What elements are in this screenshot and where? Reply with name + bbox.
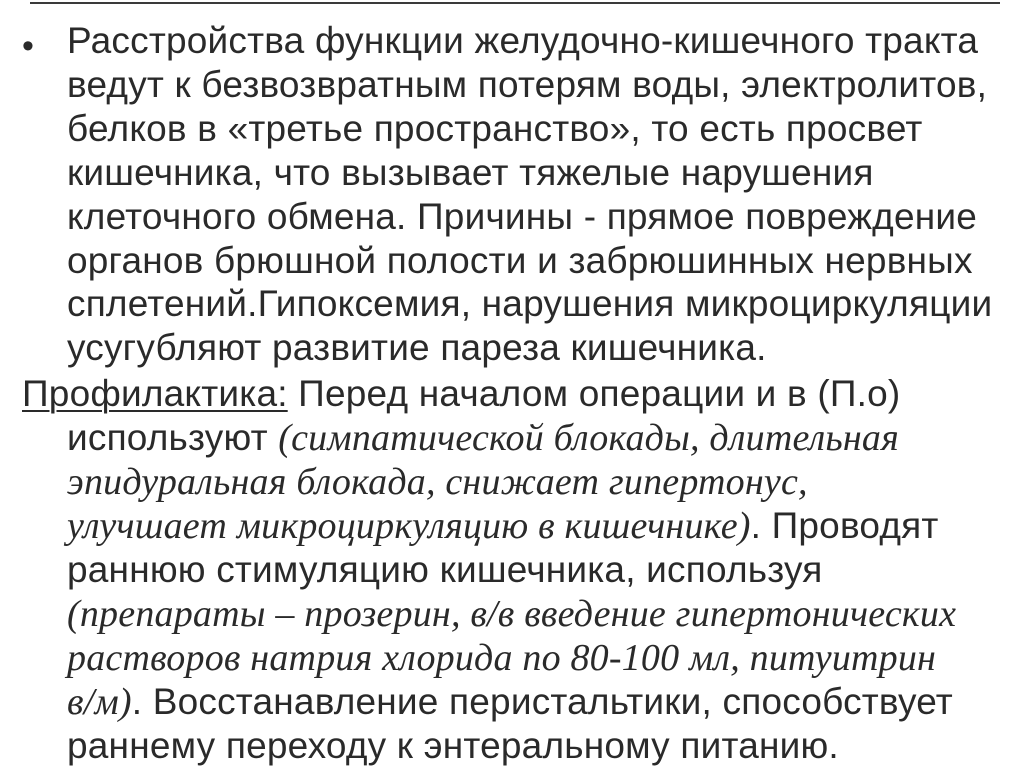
paragraph2-line-3-italic: эпидуральная блокада, снижает гипертонус,: [67, 461, 808, 503]
paragraph2-line-2-italic: (симпатической блокады, длительная: [278, 417, 899, 459]
paragraph2-line-2-text: используют: [67, 417, 279, 458]
paragraph2-line-9: раннему переходу к энтеральному питанию.: [67, 725, 839, 766]
paragraph1-line-5: клеточного обмена. Причины - прямое повреждение: [67, 196, 978, 237]
paragraph1-line-8: усугубляют развитие пареза кишечника.: [67, 327, 767, 368]
paragraph1-line-6: органов брюшной полости и забрюшинных нервных: [67, 240, 973, 281]
paragraph2-line-6: [67, 592, 956, 636]
paragraph2-line-8-italic: в/м): [67, 681, 132, 723]
paragraph2-line-4-italic: улучшает микроциркуляцию в кишечнике): [67, 505, 751, 547]
paragraph1-line-1: Расстройства функции желудочно-кишечного тракта: [67, 20, 979, 61]
paragraph1-line-2: ведут к безвозвратным потерям воды, электролитов,: [67, 64, 988, 105]
paragraph2-line-1-text: Перед началом операции и в (П.о): [287, 373, 901, 414]
paragraph2-line-7-italic: растворов натрия хлорида по 80-100 мл, питуитрин: [67, 637, 937, 679]
prophylaxis-heading: Профилактика:: [22, 373, 288, 414]
paragraph2-line-2: [67, 416, 899, 460]
bullet-point: •: [22, 27, 34, 65]
paragraph2-line-8: [67, 680, 953, 724]
paragraph1-line-7: сплетений.Гипоксемия, нарушения микроциркуляции: [67, 283, 993, 324]
paragraph2-line-1: [22, 372, 900, 416]
paragraph2-line-8-text: . Восстанавление перистальтики, способствует: [131, 681, 953, 722]
paragraph2-line-3: [67, 460, 808, 504]
top-divider-line: [30, 2, 1000, 4]
paragraph2-line-5: раннюю стимуляцию кишечника, используя: [67, 549, 823, 590]
paragraph1-line-3: белков в «третье пространство», то есть просвет: [67, 108, 923, 149]
paragraph2-line-6-italic: (препараты – прозерин, в/в введение гипертонических: [67, 593, 957, 635]
paragraph2-line-7: [67, 636, 936, 680]
slide-body: [0, 14, 1024, 767]
paragraph1-line-4: кишечника, что вызывает тяжелые нарушения: [67, 152, 874, 193]
paragraph2-line-4: [67, 504, 939, 548]
paragraph2-line-4-text: . Проводят: [750, 505, 939, 546]
